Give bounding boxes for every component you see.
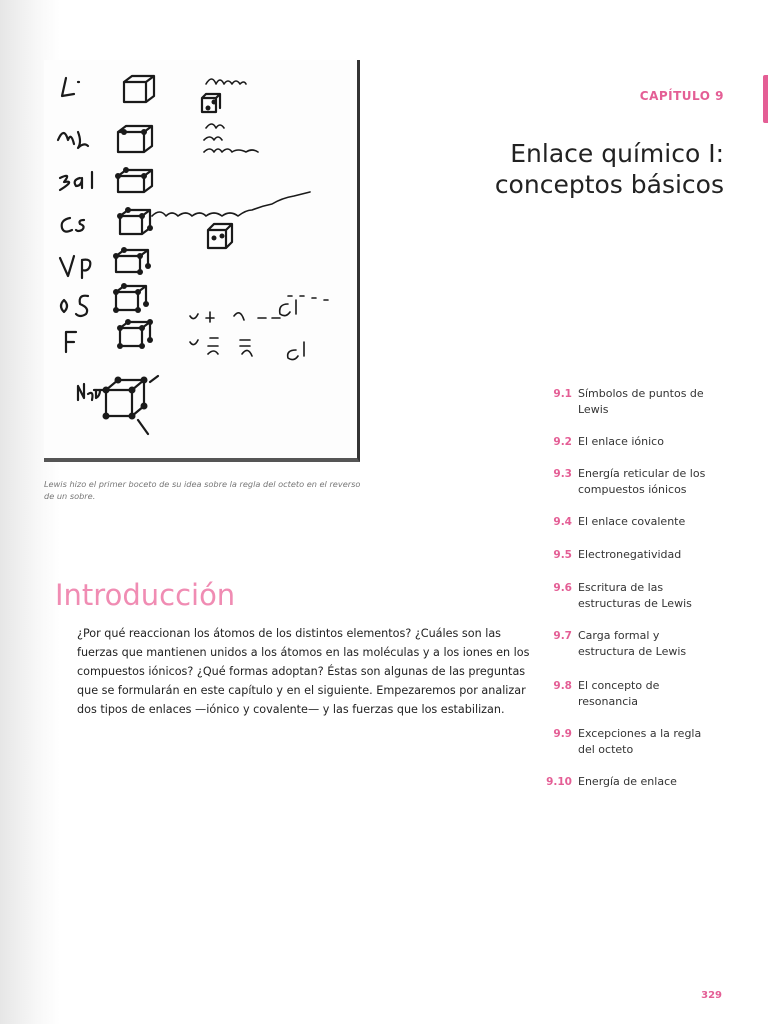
toc-label: Carga formal y estructura de Lewis: [578, 629, 687, 658]
toc-label: El enlace covalente: [578, 515, 686, 528]
page-number: 329: [701, 990, 722, 1001]
toc-number: 9.1: [553, 388, 572, 400]
toc-number: 9.5: [553, 549, 572, 561]
toc-item-9-2[interactable]: [540, 434, 720, 466]
toc-item-9-7[interactable]: [540, 628, 720, 678]
lewis-sketch-figure: [44, 60, 360, 462]
toc-number: 9.3: [553, 468, 572, 480]
toc-number: 9.6: [553, 582, 572, 594]
figure-caption: Lewis hizo el primer boceto de su idea sobre la regla del octeto en el reverso de un sobre.: [44, 479, 361, 501]
toc-item-9-9[interactable]: [540, 726, 720, 774]
toc-item-9-6[interactable]: [540, 580, 720, 628]
toc-item-9-10[interactable]: [540, 774, 720, 794]
toc-item-9-4[interactable]: [540, 514, 720, 547]
toc-item-9-3[interactable]: [540, 466, 720, 514]
toc-item-9-8[interactable]: [540, 678, 720, 726]
toc-number: 9.4: [553, 516, 572, 528]
toc-label: Escritura de las estructuras de Lewis: [578, 581, 692, 610]
handwritten-sketch-image: [44, 60, 357, 458]
toc-label: El concepto de resonancia: [578, 679, 660, 708]
toc-item-9-5[interactable]: [540, 547, 720, 580]
toc-number: 9.9: [553, 728, 572, 740]
chapter-label: CAPÍTULO 9: [639, 89, 724, 103]
introduction-heading: Introducción: [55, 578, 236, 612]
chapter-title: Enlace químico I: conceptos básicos: [494, 139, 724, 199]
toc-number: 9.10: [546, 776, 572, 788]
toc-label: Símbolos de puntos de Lewis: [578, 387, 704, 416]
toc-item-9-1[interactable]: [540, 386, 720, 434]
chapter-contents-list: [540, 386, 720, 794]
toc-label: Excepciones a la regla del octeto: [578, 727, 702, 756]
chapter-tab-marker: [763, 75, 768, 123]
toc-label: Electronegatividad: [578, 548, 682, 561]
toc-number: 9.8: [553, 680, 572, 692]
toc-number: 9.2: [553, 436, 572, 448]
toc-label: Energía de enlace: [578, 775, 677, 788]
toc-number: 9.7: [553, 630, 572, 642]
toc-label: Energía reticular de los compuestos iónicos: [578, 467, 706, 496]
introduction-paragraph: ¿Por qué reaccionan los átomos de los distintos elementos? ¿Cuáles son las fuerzas que mantienen unidos a los átomos en las moléculas y a los iones en los compuestos iónicos? ¿Qué formas adoptan? Éstas son algunas de las preguntas que se formularán en este capítulo y en el siguiente. Empezaremos por analizar dos tipos de enlaces —iónico y covalente— y las fuerzas que los estabilizan.: [77, 627, 530, 716]
toc-label: El enlace iónico: [578, 435, 664, 448]
